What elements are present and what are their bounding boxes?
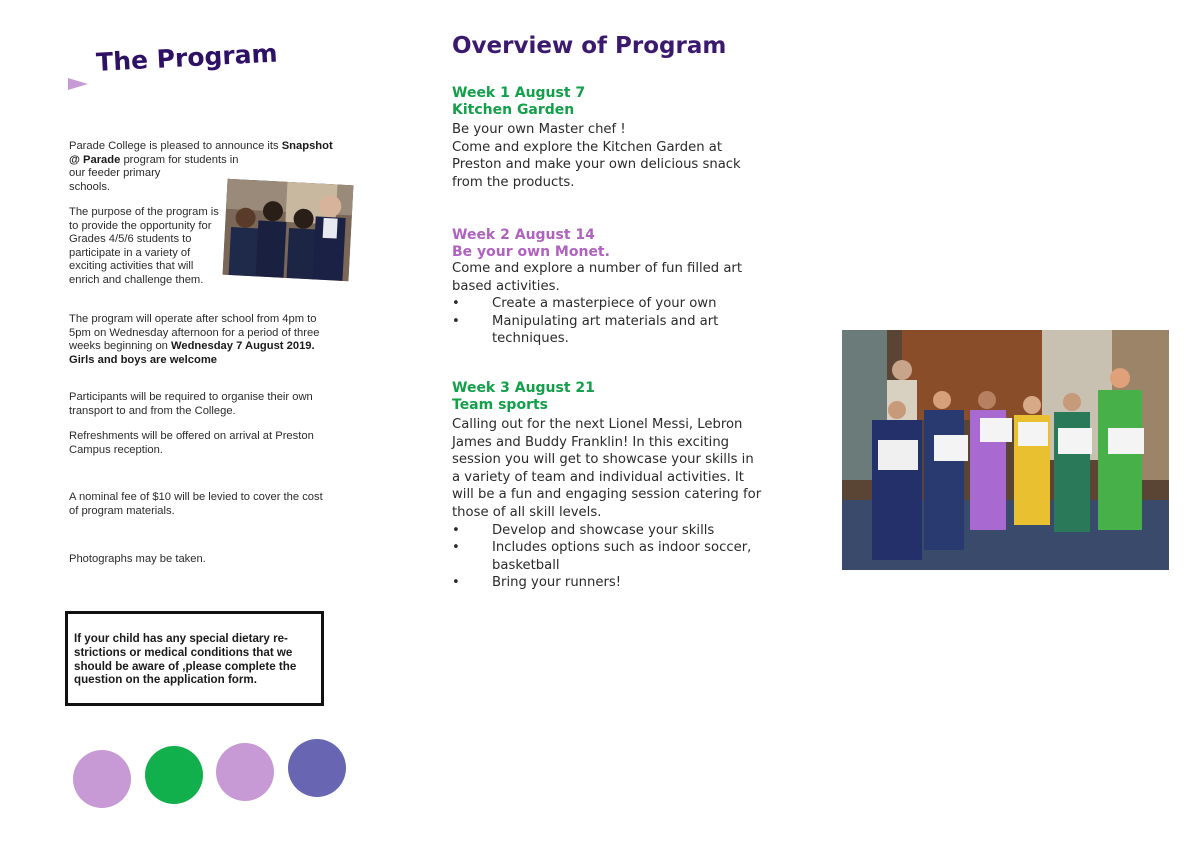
students-photo [223,179,354,281]
overview-title: Overview of Program [452,33,727,59]
intro-text-line3: schools. [69,180,111,193]
week1-subtitle: Kitchen Garden [452,102,575,118]
week3-heading: Week 3 August 21 [452,380,595,396]
week2-bullet: • Create a masterpiece of your own [452,295,762,313]
week3-bullet: • Develop and showcase your skills [452,522,764,540]
week3-line1: Calling out for the next Lionel Messi, Lebron James and Buddy Franklin! In this exciting session you will get to showcase your skills in a variety of team and individual activities. It will be a fun and engaging session catering for those of all skill levels. [452,417,762,520]
program-title: The Program [95,38,279,77]
week2-bullet: • Manipulating art materials and art techniques. [452,313,742,348]
week3-bullet: • Bring your runners! [452,574,764,592]
students-photo-illustration [223,179,354,281]
refreshments-paragraph: Refreshments will be offered on arrival at Preston Campus reception. [69,430,314,456]
decorative-circle-green [145,746,203,804]
intro-text: Parade College is pleased to announce its [69,140,282,152]
week2-body [452,260,762,348]
decorative-circle-lilac-2 [216,743,274,801]
week1-line2: Come and explore the Kitchen Garden at Preston and make your own delicious snack from the products. [452,139,741,190]
week3-subtitle: Team sports [452,397,548,413]
dietary-notice-text: If your child has any special dietary re-strictions or medical conditions that we should be aware of ,please complete the question on the application form. [74,632,297,687]
week1-body [452,121,782,191]
flag-icon [68,78,88,90]
intro-text-cont: program for students in [120,153,239,166]
week2-subtitle: Be your own Monet. [452,244,610,260]
dietary-notice-box [65,611,324,706]
week2-heading: Week 2 August 14 [452,227,595,243]
group-photo [842,330,1169,570]
week1-line1: Be your own Master chef ! [452,122,626,137]
intro-text-line2: our feeder primary [69,167,161,180]
schedule-date: Wednesday 7 August 2019. Girls and boys are welcome [69,340,315,366]
week1-heading: Week 1 August 7 [452,85,586,101]
decorative-circle-blue [288,739,346,797]
program-name: Snapshot @ Parade [69,140,333,166]
fee-paragraph: A nominal fee of $10 will be levied to cover the cost of program materials. [69,491,323,517]
schedule-text: The program will operate after school from 4pm to 5pm on Wednesday afternoon for a period of three weeks beginning on [69,313,320,353]
transport-paragraph: Participants will be required to organise their own transport to and from the College. [69,391,313,417]
purpose-paragraph: The purpose of the program is to provide the opportunity for Grades 4/5/6 students to participate in a variety of exciting activities that will enrich and challenge them. [69,206,219,286]
photographs-note: Photographs may be taken. [69,553,206,565]
schedule-paragraph [69,313,334,367]
group-photo-illustration [842,330,1169,570]
decorative-circle-lilac [73,750,131,808]
week3-bullet: • Includes options such as indoor soccer, basketball [452,539,772,574]
week3-body [452,416,764,592]
week2-line1: Come and explore a number of fun filled art based activities. [452,261,743,294]
